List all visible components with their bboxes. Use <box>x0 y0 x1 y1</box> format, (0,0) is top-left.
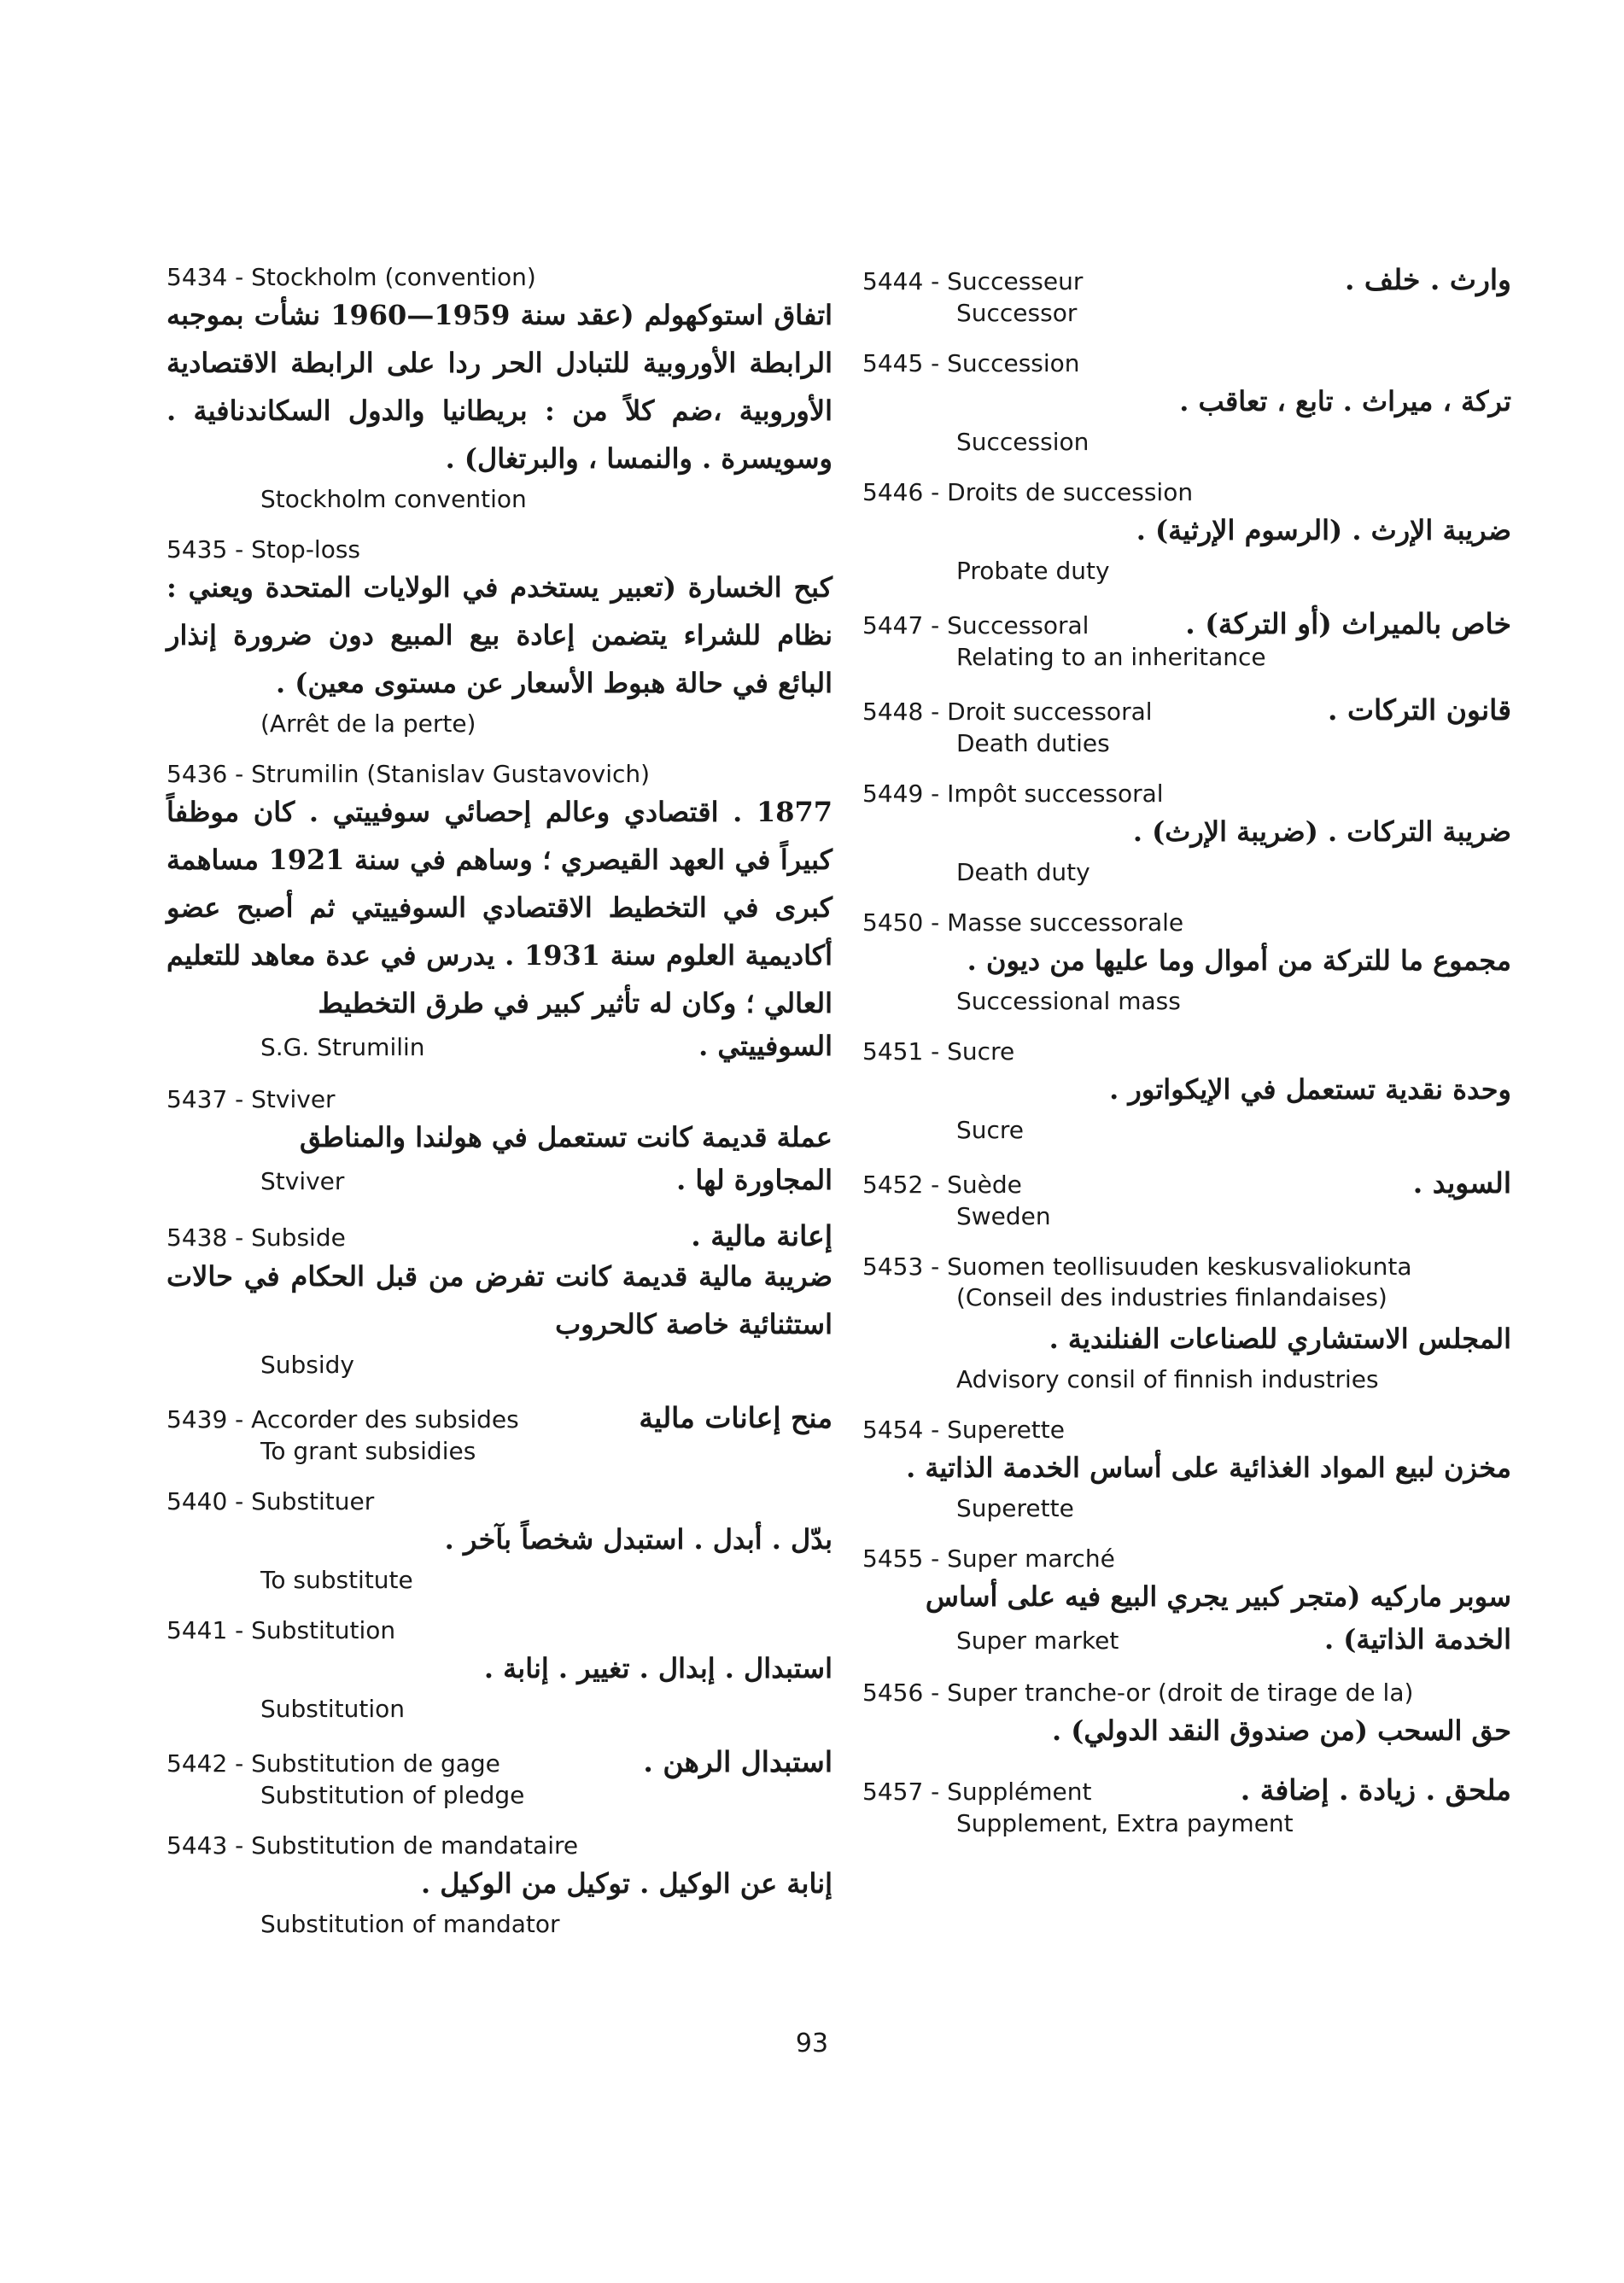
entry-5447 <box>862 607 1511 674</box>
entry-5438 <box>166 1219 832 1382</box>
entry-term: 5435 - Stop-loss <box>166 535 361 563</box>
entry-english: To substitute <box>260 1566 413 1594</box>
entry-arabic: حق السحب (من صندوق النقد الدولي) . <box>1052 1714 1511 1747</box>
entry-term: 5437 - Stviver <box>166 1085 336 1113</box>
entry-term: 5449 - Impôt successoral <box>862 779 1164 808</box>
entry-arabic: ضريبة الإرث . (الرسوم الإرثية) . <box>1136 514 1511 546</box>
entry-5456 <box>862 1679 1511 1755</box>
entry-arabic: مخزن لبيع المواد الغذائية على أساس الخدمة الذاتية . <box>906 1451 1511 1484</box>
entry-english: Substitution of pledge <box>260 1781 525 1809</box>
entry-english: Advisory consil of finnish industries <box>956 1365 1379 1393</box>
entry-5441 <box>166 1616 832 1726</box>
entry-arabic-inline: استبدال الرهن . <box>643 1745 832 1778</box>
entry-term: 5447 - Successoral <box>862 611 1089 639</box>
entry-5440 <box>166 1487 832 1597</box>
entry-5448 <box>862 693 1511 761</box>
entry-english: Relating to an inheritance <box>956 643 1266 671</box>
entry-arabic-inline: السويد . <box>1412 1166 1511 1200</box>
entry-arabic: المجلس الاستشاري للصناعات الفنلندية . <box>1049 1323 1511 1355</box>
entry-term: 5444 - Successeur <box>862 267 1084 295</box>
entry-5436 <box>166 760 832 1066</box>
entry-english: Superette <box>956 1494 1074 1522</box>
entry-english: Death duties <box>956 729 1110 757</box>
entry-term: 5448 - Droit successoral <box>862 698 1153 726</box>
entry-5451 <box>862 1037 1511 1147</box>
entry-english: Successor <box>956 299 1078 327</box>
entry-5435 <box>166 535 832 741</box>
entry-arabic: ضريبة التركات . (ضريبة الإرث) . <box>1132 815 1511 848</box>
entry-english: Stockholm convention <box>260 485 527 513</box>
entry-term: 5438 - Subside <box>166 1223 346 1252</box>
entry-arabic-inline: ملحق . زيادة . إضافة . <box>1240 1773 1511 1807</box>
entry-term: 5450 - Masse successorale <box>862 908 1184 937</box>
entry-arabic-tail: الخدمة الذاتية) . <box>1324 1623 1511 1655</box>
entry-english: Stviver <box>260 1167 345 1195</box>
entry-arabic: إنابة عن الوكيل . توكيل من الوكيل . <box>421 1867 832 1900</box>
entry-5444 <box>862 263 1511 330</box>
entry-term: 5455 - Super marché <box>862 1544 1115 1573</box>
entry-arabic-tail: السوفييتي . <box>698 1030 832 1062</box>
entry-english: Super market <box>956 1626 1119 1655</box>
entry-english: Succession <box>956 428 1089 456</box>
entry-english: To grant subsidies <box>260 1437 476 1465</box>
entry-subtitle: (Conseil des industries finlandaises) <box>956 1283 1387 1311</box>
entry-arabic: سوبر ماركيه (متجر كبير يجري البيع فيه على أساس <box>925 1580 1511 1613</box>
entry-5443 <box>166 1831 832 1941</box>
entry-5437 <box>166 1085 832 1200</box>
entry-english: Supplement, Extra payment <box>956 1809 1294 1837</box>
entry-english: Sucre <box>956 1116 1025 1144</box>
left-column <box>166 263 832 1960</box>
entry-arabic: عملة قديمة كانت تستعمل في هولندا والمناطق <box>299 1121 832 1153</box>
entry-arabic: ضريبة مالية قديمة كانت تفرض من قبل الحكام في حالات استثنائية خاصة كالحروب <box>166 1260 832 1340</box>
entry-5455 <box>862 1544 1511 1660</box>
entry-arabic-tail: المجاورة لها . <box>676 1164 832 1196</box>
entry-5457 <box>862 1773 1511 1841</box>
entry-5454 <box>862 1416 1511 1526</box>
entry-term: 5453 - Suomen teollisuuden keskusvaliokunta <box>862 1252 1412 1281</box>
entry-term: 5456 - Super tranche-or (droit de tirage de la) <box>862 1679 1414 1707</box>
entry-arabic: استبدال . إبدال . تغيير . إنابة . <box>483 1652 832 1685</box>
entry-arabic: تركة ، ميراث . تابع ، تعاقب . <box>1179 385 1511 417</box>
entry-arabic: وحدة نقدية تستعمل في الإيكواتور . <box>1109 1073 1511 1106</box>
entry-term: 5446 - Droits de succession <box>862 478 1194 506</box>
entry-term: 5439 - Accorder des subsides <box>166 1405 519 1433</box>
entry-english: Substitution <box>260 1695 405 1723</box>
entry-english: Successional mass <box>956 987 1181 1015</box>
entry-arabic: اتفاق استوكهولم (عقد سنة 1959—1960 نشأت بموجبه الرابطة الأوروبية للتبادل الحر ردا على الرابطة الاقتصادية الأوروبية ،ضم كلاً من : بريطانيا والدول السكاندنافية . وسويسرة . والنمسا ، والبرتغال) . <box>166 299 833 475</box>
page-number: 93 <box>795 2029 829 2058</box>
entry-english: (Arrêt de la perte) <box>260 709 476 738</box>
entry-5449 <box>862 779 1511 890</box>
entry-arabic: مجموع ما للتركة من أموال وما عليها من ديون . <box>967 944 1511 977</box>
entry-term: 5451 - Sucre <box>862 1037 1015 1066</box>
entry-arabic: كبح الخسارة (تعبير يستخدم في الولايات المتحدة ويعني : نظام للشراء يتضمن إعادة بيع المبيع دون ضرورة إنذار البائع في حالة هبوط الأسعار عن مستوى معين) . <box>166 571 832 699</box>
entry-term: 5441 - Substitution <box>166 1616 396 1644</box>
entry-term: 5454 - Superette <box>862 1416 1065 1444</box>
entry-5439 <box>166 1401 832 1468</box>
entry-english: Death duty <box>956 858 1090 886</box>
entry-term: 5442 - Substitution de gage <box>166 1749 500 1778</box>
entry-term: 5434 - Stockholm (convention) <box>166 263 536 291</box>
entry-arabic-inline: قانون التركات . <box>1328 693 1511 727</box>
entry-term: 5445 - Succession <box>862 349 1080 377</box>
entry-5446 <box>862 478 1511 588</box>
entry-5442 <box>166 1745 832 1813</box>
right-column <box>862 263 1511 1860</box>
entry-5453 <box>862 1252 1511 1397</box>
entry-5445 <box>862 349 1511 459</box>
entry-arabic-inline: منح إعانات مالية <box>639 1401 832 1434</box>
entry-5452 <box>862 1166 1511 1234</box>
entry-english: Sweden <box>956 1202 1051 1230</box>
entry-5434 <box>166 263 832 517</box>
entry-term: 5443 - Substitution de mandataire <box>166 1831 579 1860</box>
entry-term: 5457 - Supplément <box>862 1778 1092 1806</box>
entry-arabic-inline: خاص بالميراث (أو التركة) . <box>1185 607 1511 640</box>
entry-english: Probate duty <box>956 557 1110 585</box>
entry-arabic: 1877 . اقتصادي وعالم إحصائي سوفييتي . كان موظفاً كبيراً في العهد القيصري ؛ وساهم في سنة 1921 مساهمة كبرى في التخطيط الاقتصادي السوفييتي ثم أصبح عضو أكاديمية العلوم سنة 1931 . يدرس في عدة معاهد للتعليم العالي ؛ وكان له تأثير كبير في طرق التخطيط <box>166 796 833 1019</box>
entry-english: Subsidy <box>260 1351 355 1379</box>
entry-english: S.G. Strumilin <box>260 1033 425 1061</box>
entry-5450 <box>862 908 1511 1019</box>
entry-arabic-inline: وارث . خلف . <box>1344 263 1511 296</box>
entry-term: 5436 - Strumilin (Stanislav Gustavovich) <box>166 760 651 788</box>
entry-arabic: بدّل . أبدل . استبدل شخصاً بآخر . <box>444 1523 832 1556</box>
entry-term: 5452 - Suède <box>862 1171 1022 1199</box>
entry-english: Substitution of mandator <box>260 1910 560 1938</box>
entry-term: 5440 - Substituer <box>166 1487 375 1515</box>
entry-arabic-inline: إعانة مالية . <box>691 1219 832 1252</box>
